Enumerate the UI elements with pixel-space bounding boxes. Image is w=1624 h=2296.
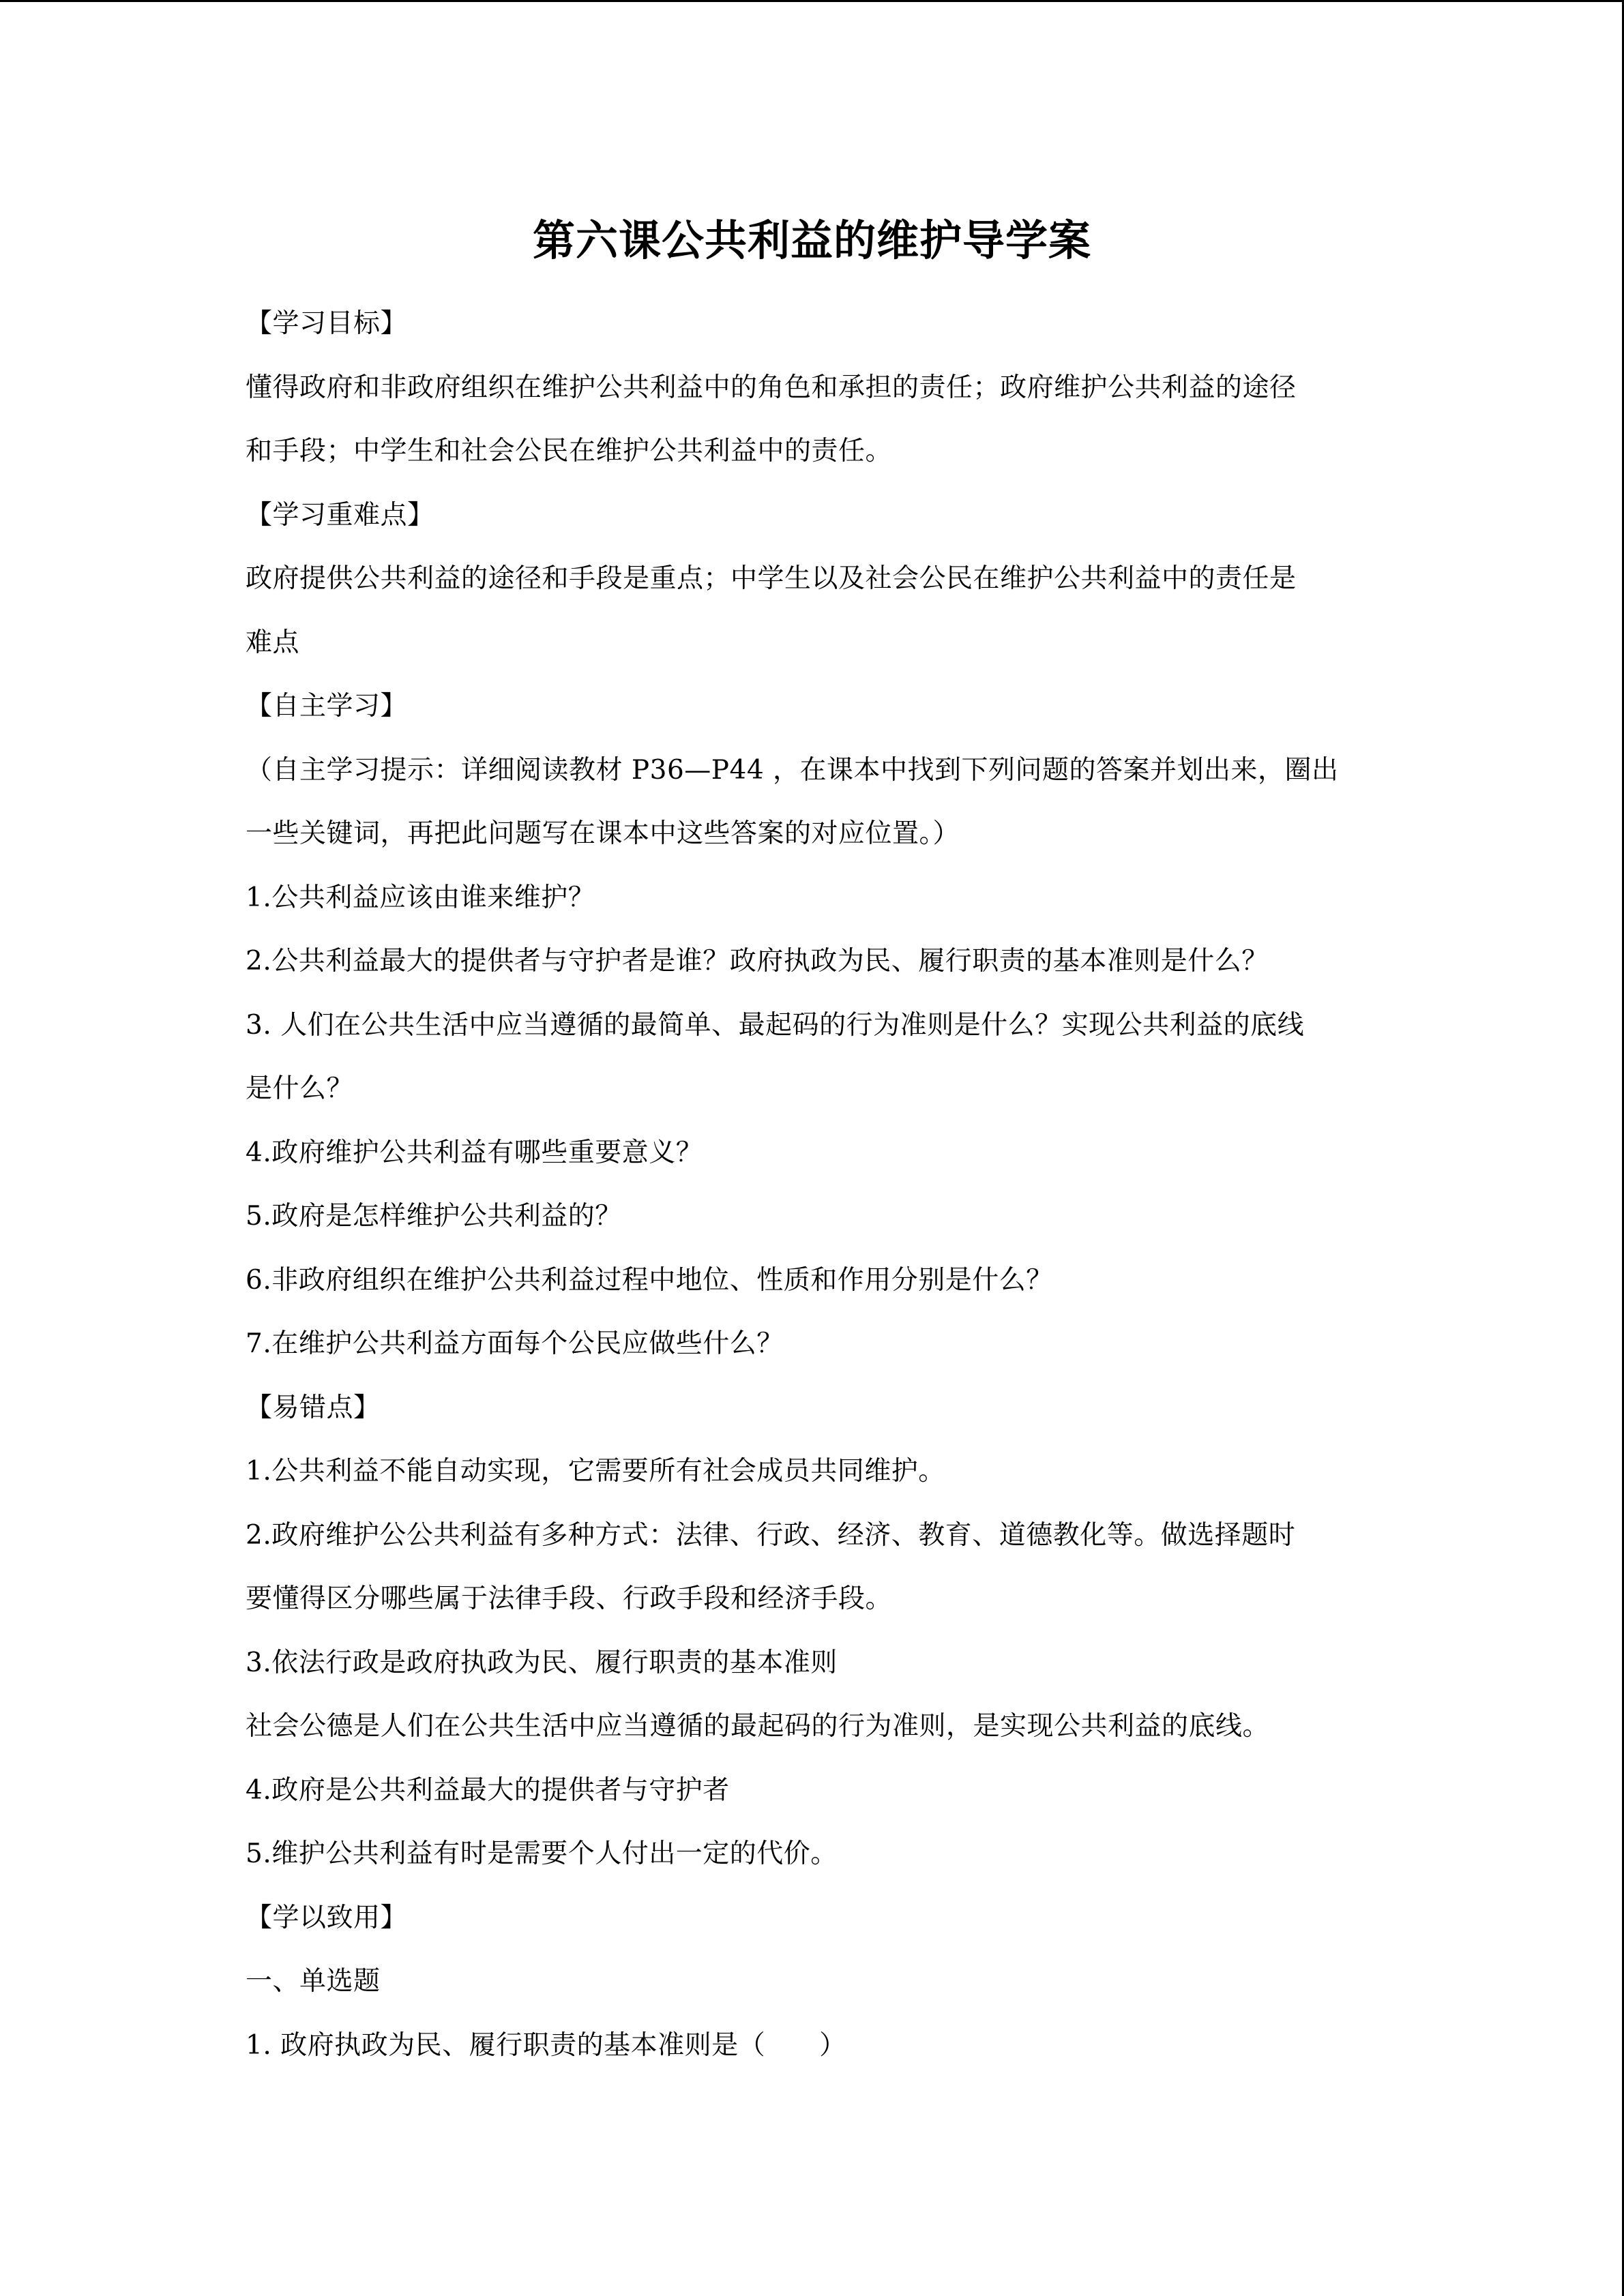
question-item: 是什么？ (246, 1073, 354, 1104)
question-item: 2.公共利益最大的提供者与守护者是谁？政府执政为民、履行职责的基本准则是什么？ (246, 946, 1269, 976)
document-title: 第六课公共利益的维护导学案 (532, 215, 1091, 265)
error-point-item: 3.依法行政是政府执政为民、履行职责的基本准则 (246, 1647, 838, 1678)
paragraph-line: 懂得政府和非政府组织在维护公共利益中的角色和承担的责任；政府维护公共利益的途径 (246, 372, 1297, 403)
paragraph-line: 和手段；中学生和社会公民在维护公共利益中的责任。 (246, 436, 893, 466)
error-point-item: 4.政府是公共利益最大的提供者与守护者 (246, 1774, 730, 1806)
error-point-item: 要懂得区分哪些属于法律手段、行政手段和经济手段。 (246, 1583, 893, 1614)
section-heading-objectives: 【学习目标】 (246, 308, 408, 339)
section-heading-self-study: 【自主学习】 (246, 691, 408, 721)
error-point-item: 社会公德是人们在公共生活中应当遵循的最起码的行为准则，是实现公共利益的底线。 (246, 1711, 1270, 1742)
paragraph-line: （自主学习提示：详细阅读教材 P36—P44 ，在课本中找到下列问题的答案并划出来，圈出 (246, 754, 1339, 786)
question-item: 4.政府维护公共利益有哪些重要意义？ (246, 1137, 703, 1168)
question-item: 5.政府是怎样维护公共利益的？ (246, 1201, 622, 1232)
question-item: 3. 人们在公共生活中应当遵循的最简单、最起码的行为准则是什么？实现公共利益的底线 (246, 1009, 1305, 1041)
question-item: 6.非政府组织在维护公共利益过程中地位、性质和作用分别是什么？ (246, 1264, 1053, 1296)
question-item: 1.公共利益应该由谁来维护？ (246, 882, 595, 913)
error-point-item: 2.政府维护公公共利益有多种方式：法律、行政、经济、教育、道德教化等。做选择题时 (246, 1519, 1296, 1551)
section-heading-common-errors: 【易错点】 (246, 1392, 381, 1423)
paragraph-line: 政府提供公共利益的途径和手段是重点；中学生以及社会公民在维护公共利益中的责任是 (246, 563, 1297, 594)
section-heading-key-points: 【学习重难点】 (246, 499, 434, 531)
section-heading-application: 【学以致用】 (246, 1902, 408, 1933)
exercise-question: 1. 政府执政为民、履行职责的基本准则是（ ） (246, 2029, 846, 2061)
paragraph-line: 难点 (246, 627, 300, 658)
subsection-heading-single-choice: 一、单选题 (246, 1966, 381, 1997)
question-item: 7.在维护公共利益方面每个公民应做些什么？ (246, 1328, 784, 1359)
error-point-item: 1.公共利益不能自动实现，它需要所有社会成员共同维护。 (246, 1456, 945, 1487)
error-point-item: 5.维护公共利益有时是需要个人付出一定的代价。 (246, 1838, 838, 1869)
paragraph-line: 一些关键词，再把此问题写在课本中这些答案的对应位置。） (246, 818, 960, 849)
document-body (246, 292, 1385, 2077)
